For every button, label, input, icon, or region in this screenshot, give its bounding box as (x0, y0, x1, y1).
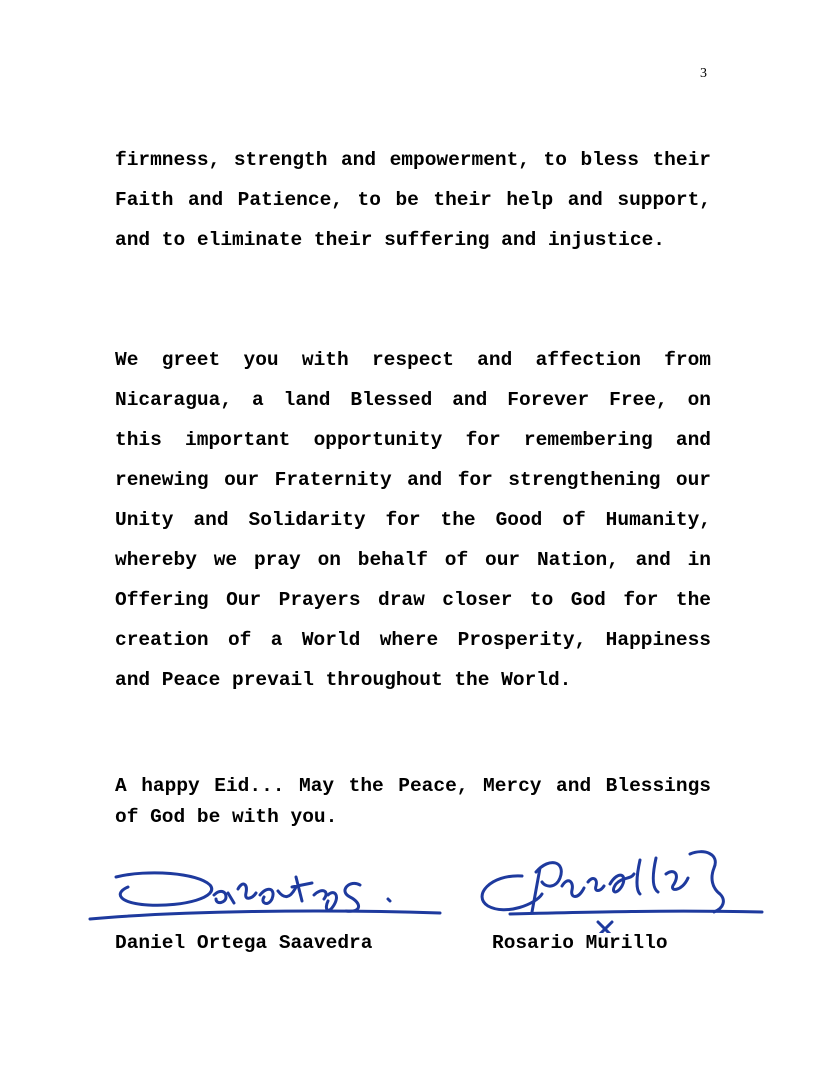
body-paragraph-2: We greet you with respect and affection from Nicaragua, a land Blessed and Forever Free, on this important opportunity for remembering and renewing our Fraternity and for strengthening our Unity and Solidarity for the Good of Humanity, whereby we pray on behalf of our Nation, and in Offering Our Prayers draw closer to God for the creation of a World where Prosperity, Happiness and Peace prevail throughout the World. (115, 349, 711, 691)
signature-rosario-murillo (470, 838, 770, 933)
page-number: 3 (700, 66, 707, 81)
signer-name-right: Rosario Murillo (492, 932, 668, 954)
closing-paragraph: A happy Eid... May the Peace, Mercy and Blessings of God be with you. (115, 775, 711, 828)
signature-daniel-ortega (88, 855, 448, 930)
signer-name-left: Daniel Ortega Saavedra (115, 932, 373, 954)
body-paragraph-1: firmness, strength and empowerment, to bless their Faith and Patience, to be their help and support, and to eliminate their suffering and injustice. (115, 149, 711, 251)
